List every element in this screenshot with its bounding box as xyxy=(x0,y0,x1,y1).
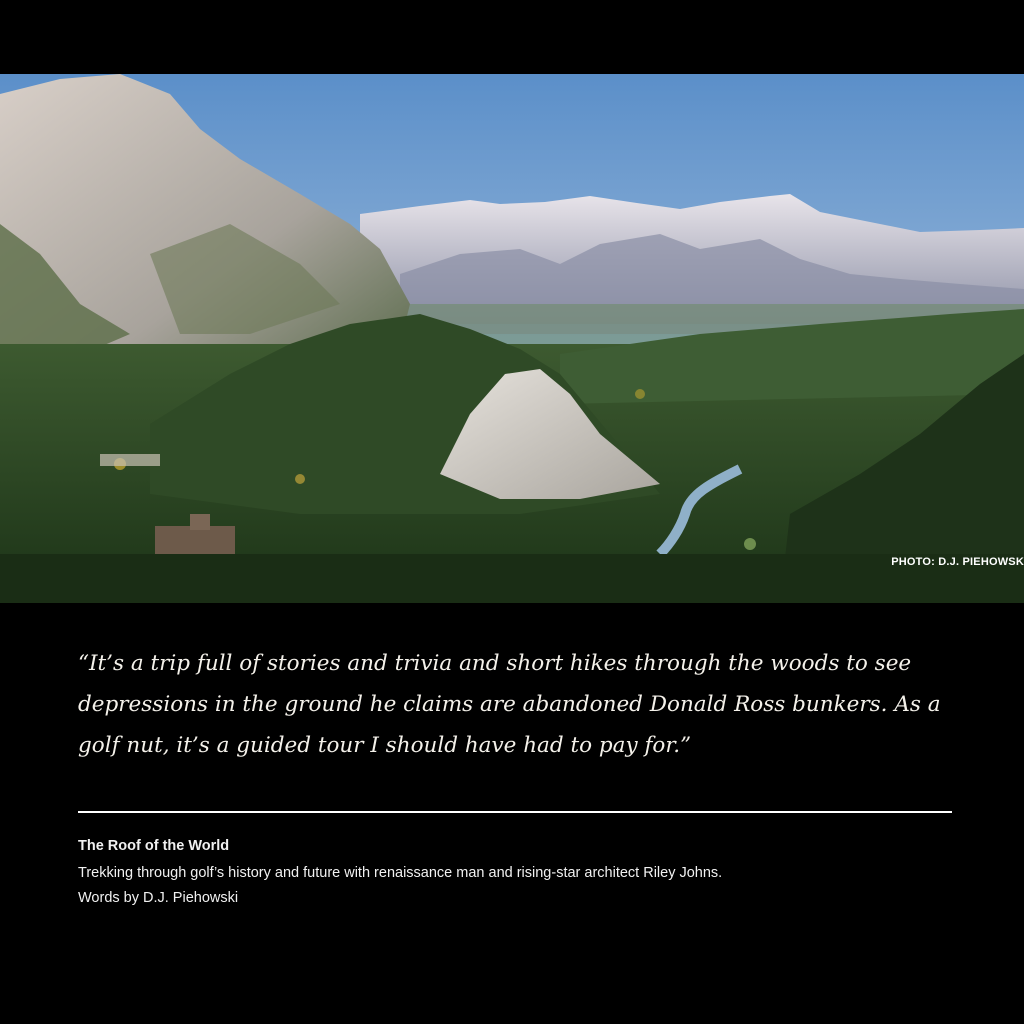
hero-photo xyxy=(0,74,1024,603)
divider-rule xyxy=(78,811,952,813)
pull-quote: “It’s a trip full of stories and trivia and short hikes through the woods to see depressions in the ground he claims are abandoned Donald Ross bunkers. As a golf nut, it’s a guided tour I should have had to pay for.” xyxy=(78,651,941,758)
photo-credit: PHOTO: D.J. PIEHOWSK xyxy=(891,556,1024,568)
article-title[interactable]: The Roof of the World xyxy=(78,838,230,854)
article-byline: Words by D.J. Piehowski xyxy=(78,890,239,906)
mountain-landscape-image xyxy=(0,74,1024,603)
article-meta xyxy=(78,836,958,911)
article-dek: Trekking through golf’s history and future with renaissance man and rising-star architect Riley Johns. xyxy=(78,865,723,881)
